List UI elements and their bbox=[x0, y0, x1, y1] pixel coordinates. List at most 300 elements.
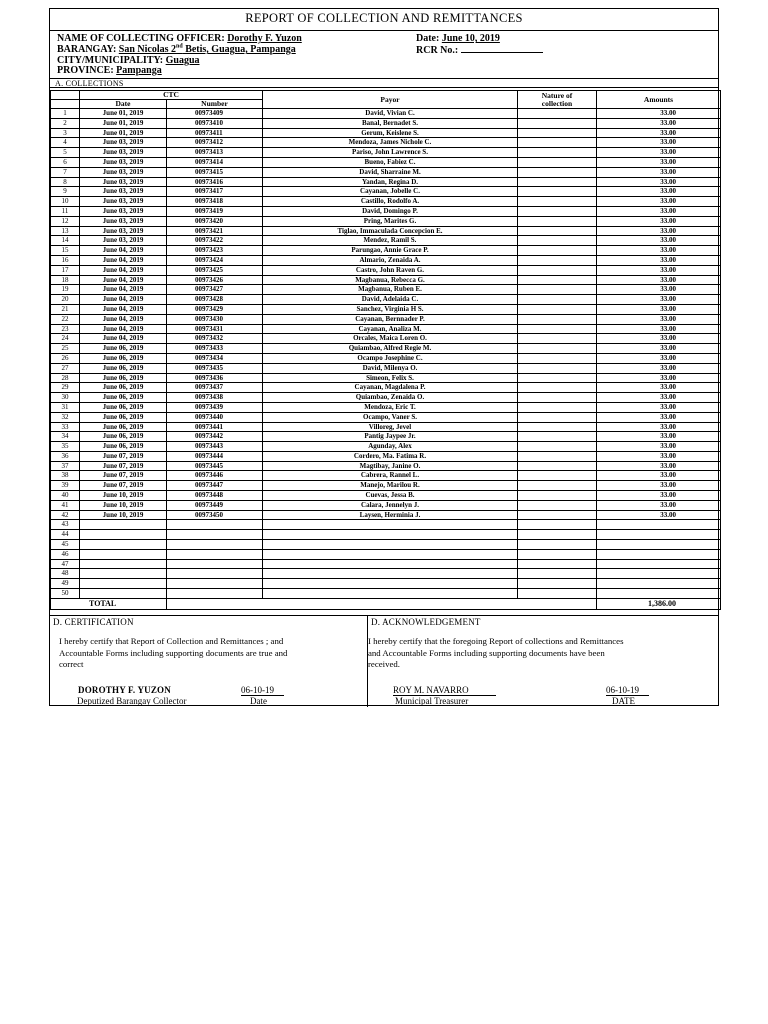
row-ctc-number: 00973449 bbox=[167, 500, 263, 510]
row-payor bbox=[263, 520, 518, 530]
row-number: 2 bbox=[51, 118, 80, 128]
row-date: June 04, 2019 bbox=[80, 295, 167, 305]
collections-rows bbox=[51, 109, 721, 599]
table-row bbox=[51, 383, 721, 393]
row-nature bbox=[518, 197, 597, 207]
row-payor: Castillo, Rodolfo A. bbox=[263, 197, 518, 207]
row-date: June 03, 2019 bbox=[80, 138, 167, 148]
row-nature bbox=[518, 491, 597, 501]
row-date: June 03, 2019 bbox=[80, 216, 167, 226]
row-date: June 04, 2019 bbox=[80, 285, 167, 295]
ctc-header: CTC bbox=[80, 91, 263, 100]
row-amount: 33.00 bbox=[597, 461, 721, 471]
row-nature bbox=[518, 471, 597, 481]
row-ctc-number: 00973433 bbox=[167, 344, 263, 354]
table-row bbox=[51, 559, 721, 569]
row-ctc-number: 00973434 bbox=[167, 353, 263, 363]
rcr-label: RCR No.: bbox=[416, 45, 459, 56]
row-nature bbox=[518, 255, 597, 265]
row-date: June 06, 2019 bbox=[80, 393, 167, 403]
row-date: June 10, 2019 bbox=[80, 500, 167, 510]
row-ctc-number: 00973418 bbox=[167, 197, 263, 207]
row-amount: 33.00 bbox=[597, 177, 721, 187]
row-date: June 01, 2019 bbox=[80, 109, 167, 119]
row-nature bbox=[518, 275, 597, 285]
row-ctc-number: 00973443 bbox=[167, 442, 263, 452]
row-number: 33 bbox=[51, 422, 80, 432]
row-payor: Banal, Bernadet S. bbox=[263, 118, 518, 128]
row-number: 49 bbox=[51, 579, 80, 589]
row-amount: 33.00 bbox=[597, 373, 721, 383]
row-amount bbox=[597, 559, 721, 569]
rcr-line bbox=[416, 44, 543, 56]
row-payor: Mendoza, Eric T. bbox=[263, 402, 518, 412]
date-header: Date bbox=[80, 100, 167, 109]
row-date: June 04, 2019 bbox=[80, 324, 167, 334]
row-date: June 06, 2019 bbox=[80, 442, 167, 452]
barangay-line bbox=[57, 44, 296, 55]
row-date bbox=[80, 540, 167, 550]
row-payor: Cabrera, Rannel L. bbox=[263, 471, 518, 481]
row-payor: David, Domingo P. bbox=[263, 206, 518, 216]
row-nature bbox=[518, 295, 597, 305]
row-amount: 33.00 bbox=[597, 500, 721, 510]
row-nature bbox=[518, 393, 597, 403]
row-payor: Magbanua, Ruben E. bbox=[263, 285, 518, 295]
row-number: 45 bbox=[51, 540, 80, 550]
table-row bbox=[51, 167, 721, 177]
row-nature bbox=[518, 383, 597, 393]
row-number: 44 bbox=[51, 530, 80, 540]
row-nature bbox=[518, 569, 597, 579]
row-payor bbox=[263, 569, 518, 579]
row-nature bbox=[518, 412, 597, 422]
row-nature bbox=[518, 148, 597, 158]
row-payor: David, Milenya O. bbox=[263, 363, 518, 373]
row-ctc-number bbox=[167, 559, 263, 569]
row-nature bbox=[518, 304, 597, 314]
barangay-label: BARANGAY: bbox=[57, 44, 117, 55]
table-row bbox=[51, 109, 721, 119]
row-payor bbox=[263, 549, 518, 559]
row-payor: Parungao, Annie Grace P. bbox=[263, 246, 518, 256]
row-number: 12 bbox=[51, 216, 80, 226]
row-number: 20 bbox=[51, 295, 80, 305]
table-row bbox=[51, 461, 721, 471]
row-payor: Agunday, Alex bbox=[263, 442, 518, 452]
acknowledgement-date-label: DATE bbox=[612, 696, 635, 706]
row-payor: Magbanua, Rebecca G. bbox=[263, 275, 518, 285]
city-value: Guagua bbox=[165, 55, 200, 66]
row-number: 1 bbox=[51, 109, 80, 119]
table-row bbox=[51, 510, 721, 520]
row-date: June 04, 2019 bbox=[80, 314, 167, 324]
row-payor: Orcales, Maica Loren O. bbox=[263, 334, 518, 344]
row-number: 18 bbox=[51, 275, 80, 285]
section-a-heading: A. COLLECTIONS bbox=[50, 78, 718, 88]
row-ctc-number: 00973439 bbox=[167, 402, 263, 412]
row-nature bbox=[518, 363, 597, 373]
acknowledgement-box bbox=[368, 615, 719, 707]
row-date: June 06, 2019 bbox=[80, 402, 167, 412]
row-ctc-number: 00973445 bbox=[167, 461, 263, 471]
row-payor bbox=[263, 530, 518, 540]
row-payor: Gerum, Keislene S. bbox=[263, 128, 518, 138]
row-nature bbox=[518, 530, 597, 540]
table-row bbox=[51, 579, 721, 589]
row-date: June 04, 2019 bbox=[80, 275, 167, 285]
table-row bbox=[51, 520, 721, 530]
row-date bbox=[80, 520, 167, 530]
row-ctc-number: 00973446 bbox=[167, 471, 263, 481]
row-nature bbox=[518, 559, 597, 569]
row-payor bbox=[263, 579, 518, 589]
table-row bbox=[51, 373, 721, 383]
row-date bbox=[80, 589, 167, 599]
row-payor: Cuevas, Jessa B. bbox=[263, 491, 518, 501]
row-date: June 07, 2019 bbox=[80, 481, 167, 491]
row-ctc-number bbox=[167, 520, 263, 530]
row-amount: 33.00 bbox=[597, 285, 721, 295]
row-ctc-number: 00973409 bbox=[167, 109, 263, 119]
table-row bbox=[51, 451, 721, 461]
certification-box bbox=[50, 615, 368, 707]
row-payor bbox=[263, 540, 518, 550]
table-row bbox=[51, 471, 721, 481]
row-payor: Pariso, John Lawrence S. bbox=[263, 148, 518, 158]
row-ctc-number: 00973427 bbox=[167, 285, 263, 295]
amounts-header: Amounts bbox=[597, 91, 721, 109]
row-nature bbox=[518, 187, 597, 197]
row-number: 25 bbox=[51, 344, 80, 354]
total-amount: 1,386.00 bbox=[597, 598, 721, 609]
row-number: 30 bbox=[51, 393, 80, 403]
row-number: 9 bbox=[51, 187, 80, 197]
row-ctc-number: 00973442 bbox=[167, 432, 263, 442]
row-payor: Ocampo Josephine C. bbox=[263, 353, 518, 363]
rcr-blank bbox=[461, 44, 543, 53]
row-nature bbox=[518, 226, 597, 236]
barangay-value: San Nicolas 2nd Betis, Guagua, Pampanga bbox=[118, 43, 296, 55]
row-payor: Almario, Zenaida A. bbox=[263, 255, 518, 265]
row-payor: Cayanan, Magdalena P. bbox=[263, 383, 518, 393]
row-date bbox=[80, 569, 167, 579]
row-date: June 06, 2019 bbox=[80, 412, 167, 422]
table-row bbox=[51, 363, 721, 373]
row-amount: 33.00 bbox=[597, 432, 721, 442]
row-number: 35 bbox=[51, 442, 80, 452]
row-ctc-number: 00973422 bbox=[167, 236, 263, 246]
collections-table bbox=[50, 90, 721, 610]
row-nature bbox=[518, 265, 597, 275]
row-nature bbox=[518, 373, 597, 383]
table-row bbox=[51, 265, 721, 275]
row-amount: 33.00 bbox=[597, 216, 721, 226]
row-amount: 33.00 bbox=[597, 491, 721, 501]
row-number: 3 bbox=[51, 128, 80, 138]
row-number: 16 bbox=[51, 255, 80, 265]
table-row bbox=[51, 216, 721, 226]
row-date: June 03, 2019 bbox=[80, 177, 167, 187]
row-number-subheader bbox=[51, 100, 80, 109]
row-amount: 33.00 bbox=[597, 334, 721, 344]
row-date: June 04, 2019 bbox=[80, 255, 167, 265]
row-payor: Yandan, Regina D. bbox=[263, 177, 518, 187]
table-row bbox=[51, 314, 721, 324]
row-nature bbox=[518, 285, 597, 295]
row-amount: 33.00 bbox=[597, 197, 721, 207]
row-nature bbox=[518, 138, 597, 148]
row-date: June 03, 2019 bbox=[80, 197, 167, 207]
acknowledgement-text: I hereby certify that the foregoing Report of collections and Remittances and Accountable Forms including supporting documents have been received. bbox=[368, 636, 624, 669]
number-header: Number bbox=[167, 100, 263, 109]
row-number: 47 bbox=[51, 559, 80, 569]
row-ctc-number: 00973411 bbox=[167, 128, 263, 138]
row-nature bbox=[518, 177, 597, 187]
row-date: June 06, 2019 bbox=[80, 344, 167, 354]
row-amount: 33.00 bbox=[597, 275, 721, 285]
row-nature bbox=[518, 461, 597, 471]
table-row bbox=[51, 226, 721, 236]
row-ctc-number: 00973448 bbox=[167, 491, 263, 501]
row-amount: 33.00 bbox=[597, 314, 721, 324]
row-number: 7 bbox=[51, 167, 80, 177]
acknowledgement-heading: D. ACKNOWLEDGEMENT bbox=[371, 617, 481, 627]
row-ctc-number: 00973423 bbox=[167, 246, 263, 256]
row-nature bbox=[518, 432, 597, 442]
row-date: June 06, 2019 bbox=[80, 373, 167, 383]
table-row bbox=[51, 187, 721, 197]
row-ctc-number: 00973447 bbox=[167, 481, 263, 491]
row-date: June 06, 2019 bbox=[80, 432, 167, 442]
row-payor: Cayanan, Analiza M. bbox=[263, 324, 518, 334]
row-payor: Ocampo, Vaner S. bbox=[263, 412, 518, 422]
row-number: 42 bbox=[51, 510, 80, 520]
row-ctc-number: 00973425 bbox=[167, 265, 263, 275]
table-row bbox=[51, 540, 721, 550]
certification-signer-title: Deputized Barangay Collector bbox=[77, 696, 187, 706]
row-ctc-number: 00973419 bbox=[167, 206, 263, 216]
row-number: 22 bbox=[51, 314, 80, 324]
row-ctc-number: 00973441 bbox=[167, 422, 263, 432]
row-ctc-number: 00973429 bbox=[167, 304, 263, 314]
certification-date-label: Date bbox=[250, 696, 267, 706]
row-number: 40 bbox=[51, 491, 80, 501]
row-amount: 33.00 bbox=[597, 451, 721, 461]
row-date: June 03, 2019 bbox=[80, 206, 167, 216]
row-date: June 03, 2019 bbox=[80, 226, 167, 236]
table-row bbox=[51, 334, 721, 344]
row-payor: Cordero, Ma. Fatima R. bbox=[263, 451, 518, 461]
table-row bbox=[51, 177, 721, 187]
row-amount: 33.00 bbox=[597, 236, 721, 246]
row-amount: 33.00 bbox=[597, 206, 721, 216]
report-title: REPORT OF COLLECTION AND REMITTANCES bbox=[50, 9, 718, 31]
table-row bbox=[51, 481, 721, 491]
row-ctc-number bbox=[167, 530, 263, 540]
row-nature bbox=[518, 344, 597, 354]
row-date: June 03, 2019 bbox=[80, 148, 167, 158]
table-row bbox=[51, 432, 721, 442]
row-date: June 01, 2019 bbox=[80, 118, 167, 128]
table-row bbox=[51, 491, 721, 501]
row-payor: Quiambao, Zenaida O. bbox=[263, 393, 518, 403]
row-date bbox=[80, 530, 167, 540]
row-amount: 33.00 bbox=[597, 138, 721, 148]
table-row bbox=[51, 255, 721, 265]
row-payor: David, Sharraine M. bbox=[263, 167, 518, 177]
row-date: June 04, 2019 bbox=[80, 334, 167, 344]
row-number: 29 bbox=[51, 383, 80, 393]
row-ctc-number: 00973426 bbox=[167, 275, 263, 285]
row-number: 17 bbox=[51, 265, 80, 275]
row-payor: Castro, John Raven G. bbox=[263, 265, 518, 275]
row-payor: Quiambao, Alfred Regie M. bbox=[263, 344, 518, 354]
row-ctc-number: 00973424 bbox=[167, 255, 263, 265]
row-number: 19 bbox=[51, 285, 80, 295]
row-amount: 33.00 bbox=[597, 353, 721, 363]
row-nature bbox=[518, 324, 597, 334]
row-nature bbox=[518, 353, 597, 363]
certification-text: I hereby certify that Report of Collection and Remittances ; and Accountable Forms including supporting documents are true and correct bbox=[59, 636, 288, 669]
row-ctc-number: 00973413 bbox=[167, 148, 263, 158]
row-date: June 03, 2019 bbox=[80, 167, 167, 177]
table-row bbox=[51, 118, 721, 128]
row-payor: Pring, Marites G. bbox=[263, 216, 518, 226]
row-nature bbox=[518, 216, 597, 226]
row-payor: Villoreg, Jevel bbox=[263, 422, 518, 432]
table-row bbox=[51, 344, 721, 354]
row-amount bbox=[597, 569, 721, 579]
row-payor: Manejo, Marilou R. bbox=[263, 481, 518, 491]
row-ctc-number: 00973410 bbox=[167, 118, 263, 128]
acknowledgement-date: 06-10-19 bbox=[606, 685, 649, 696]
total-row bbox=[51, 598, 721, 609]
row-number: 13 bbox=[51, 226, 80, 236]
row-ctc-number: 00973428 bbox=[167, 295, 263, 305]
table-row bbox=[51, 422, 721, 432]
table-row bbox=[51, 275, 721, 285]
province-label: PROVINCE: bbox=[57, 65, 114, 76]
row-date: June 03, 2019 bbox=[80, 157, 167, 167]
table-row bbox=[51, 589, 721, 599]
row-date: June 03, 2019 bbox=[80, 187, 167, 197]
row-number: 37 bbox=[51, 461, 80, 471]
row-nature bbox=[518, 109, 597, 119]
table-row bbox=[51, 295, 721, 305]
row-amount: 33.00 bbox=[597, 510, 721, 520]
city-label: CITY/MUNICIPALITY: bbox=[57, 55, 164, 66]
row-ctc-number: 00973420 bbox=[167, 216, 263, 226]
row-number: 32 bbox=[51, 412, 80, 422]
row-amount: 33.00 bbox=[597, 265, 721, 275]
row-number: 10 bbox=[51, 197, 80, 207]
row-amount: 33.00 bbox=[597, 148, 721, 158]
row-amount bbox=[597, 520, 721, 530]
acknowledgement-signer: ROY M. NAVARRO bbox=[393, 685, 496, 696]
row-number: 21 bbox=[51, 304, 80, 314]
row-payor: Calara, Jennelyn J. bbox=[263, 500, 518, 510]
table-row bbox=[51, 569, 721, 579]
row-nature bbox=[518, 520, 597, 530]
row-date: June 07, 2019 bbox=[80, 451, 167, 461]
row-nature bbox=[518, 246, 597, 256]
row-date: June 03, 2019 bbox=[80, 236, 167, 246]
row-amount: 33.00 bbox=[597, 363, 721, 373]
row-number: 8 bbox=[51, 177, 80, 187]
row-nature bbox=[518, 206, 597, 216]
row-date: June 04, 2019 bbox=[80, 304, 167, 314]
row-date bbox=[80, 549, 167, 559]
row-nature bbox=[518, 236, 597, 246]
row-amount: 33.00 bbox=[597, 187, 721, 197]
row-amount bbox=[597, 549, 721, 559]
officer-line bbox=[57, 33, 302, 44]
table-row bbox=[51, 530, 721, 540]
row-nature bbox=[518, 314, 597, 324]
row-nature bbox=[518, 481, 597, 491]
row-nature bbox=[518, 451, 597, 461]
row-ctc-number: 00973416 bbox=[167, 177, 263, 187]
row-date: June 04, 2019 bbox=[80, 246, 167, 256]
row-ctc-number: 00973444 bbox=[167, 451, 263, 461]
payor-header: Payor bbox=[263, 91, 518, 109]
row-ctc-number: 00973431 bbox=[167, 324, 263, 334]
row-number: 15 bbox=[51, 246, 80, 256]
province-line bbox=[57, 65, 162, 76]
row-amount: 33.00 bbox=[597, 402, 721, 412]
row-payor: Tiglao, Immaculada Concepcion E. bbox=[263, 226, 518, 236]
acknowledgement-signer-title: Municipal Treasurer bbox=[395, 696, 469, 706]
row-amount: 33.00 bbox=[597, 442, 721, 452]
row-date bbox=[80, 559, 167, 569]
row-date: June 10, 2019 bbox=[80, 510, 167, 520]
row-number: 27 bbox=[51, 363, 80, 373]
table-row bbox=[51, 246, 721, 256]
row-nature bbox=[518, 540, 597, 550]
row-amount: 33.00 bbox=[597, 167, 721, 177]
table-row bbox=[51, 236, 721, 246]
row-nature bbox=[518, 589, 597, 599]
row-amount: 33.00 bbox=[597, 246, 721, 256]
row-number: 4 bbox=[51, 138, 80, 148]
row-ctc-number: 00973415 bbox=[167, 167, 263, 177]
row-number: 34 bbox=[51, 432, 80, 442]
certification-heading: D. CERTIFICATION bbox=[53, 617, 134, 627]
total-label: TOTAL bbox=[51, 598, 167, 609]
row-date: June 07, 2019 bbox=[80, 471, 167, 481]
table-row bbox=[51, 157, 721, 167]
row-nature bbox=[518, 579, 597, 589]
row-amount: 33.00 bbox=[597, 128, 721, 138]
row-ctc-number bbox=[167, 540, 263, 550]
row-nature bbox=[518, 442, 597, 452]
row-ctc-number: 00973440 bbox=[167, 412, 263, 422]
row-payor: David, Vivian C. bbox=[263, 109, 518, 119]
row-amount: 33.00 bbox=[597, 481, 721, 491]
row-ctc-number bbox=[167, 549, 263, 559]
row-ctc-number: 00973412 bbox=[167, 138, 263, 148]
row-number: 36 bbox=[51, 451, 80, 461]
row-ctc-number: 00973432 bbox=[167, 334, 263, 344]
table-row bbox=[51, 500, 721, 510]
certification-date: 06-10-19 bbox=[241, 685, 284, 696]
table-row bbox=[51, 324, 721, 334]
row-date: June 07, 2019 bbox=[80, 461, 167, 471]
row-amount: 33.00 bbox=[597, 226, 721, 236]
row-amount: 33.00 bbox=[597, 471, 721, 481]
row-nature bbox=[518, 334, 597, 344]
